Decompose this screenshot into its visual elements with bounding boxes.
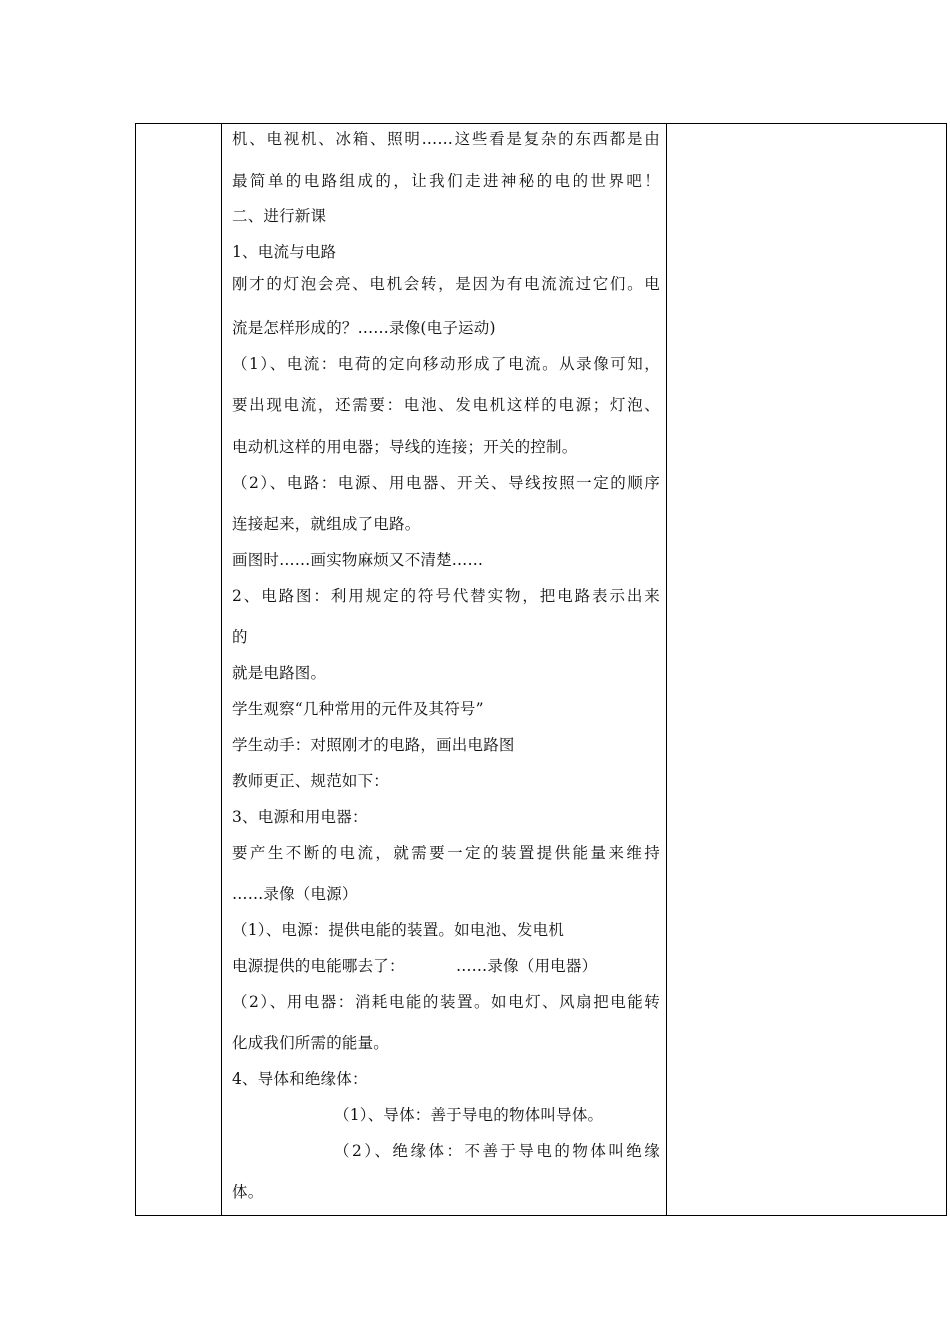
table-column-left	[136, 124, 222, 1215]
text-line: 流是怎样形成的？……录像(电子运动)	[232, 319, 496, 337]
text-line: 就是电路图。	[232, 664, 327, 682]
text-line: 学生动手：对照刚才的电路，画出电路图	[232, 736, 515, 754]
text-line: 的	[232, 628, 248, 646]
text-line: 刚才的灯泡会亮、电机会转，是因为有电流流过它们。电	[232, 275, 660, 293]
table-column-content	[222, 124, 667, 1215]
text-line: ……录像（电源）	[232, 885, 358, 903]
text-line: 教师更正、规范如下：	[232, 772, 390, 790]
text-line: （1）、电源：提供电能的装置。如电池、发电机	[232, 921, 565, 939]
section-heading: 二、进行新课	[232, 207, 327, 225]
subsection-heading: 3、电源和用电器：	[232, 808, 368, 826]
text-line: 电源提供的电能哪去了： ……录像（用电器）	[232, 957, 598, 975]
text-line: 画图时……画实物麻烦又不清楚……	[232, 551, 484, 569]
lesson-table	[135, 123, 947, 1216]
subsection-heading: 2、电路图：利用规定的符号代替实物，把电路表示出来	[232, 587, 660, 605]
text-line: 学生观察“几种常用的元件及其符号”	[232, 700, 484, 718]
text-line: 机、电视机、冰箱、照明……这些看是复杂的东西都是由	[232, 130, 660, 148]
text-line: （1）、导体：善于导电的物体叫导体。	[334, 1106, 604, 1124]
text-line: 化成我们所需的能量。	[232, 1034, 390, 1052]
text-line: 最简单的电路组成的，让我们走进神秘的电的世界吧！	[232, 172, 660, 190]
text-line: （2）、绝缘体：不善于导电的物体叫绝缘	[334, 1142, 660, 1160]
text-line: 要产生不断的电流，就需要一定的装置提供能量来维持	[232, 844, 660, 862]
text-line: （1）、电流：电荷的定向移动形成了电流。从录像可知，	[232, 355, 660, 373]
text-line: （2）、用电器：消耗电能的装置。如电灯、风扇把电能转	[232, 993, 660, 1011]
subsection-heading: 1、电流与电路	[232, 243, 337, 261]
text-line: 要出现电流，还需要：电池、发电机这样的电源；灯泡、	[232, 396, 660, 414]
subsection-heading: 4、导体和绝缘体：	[232, 1070, 368, 1088]
text-line: 体。	[232, 1183, 264, 1201]
text-line: 电动机这样的用电器；导线的连接；开关的控制。	[232, 438, 578, 456]
text-line: （2）、电路：电源、用电器、开关、导线按照一定的顺序	[232, 474, 660, 492]
text-line: 连接起来，就组成了电路。	[232, 515, 421, 533]
table-column-right	[667, 124, 946, 1215]
